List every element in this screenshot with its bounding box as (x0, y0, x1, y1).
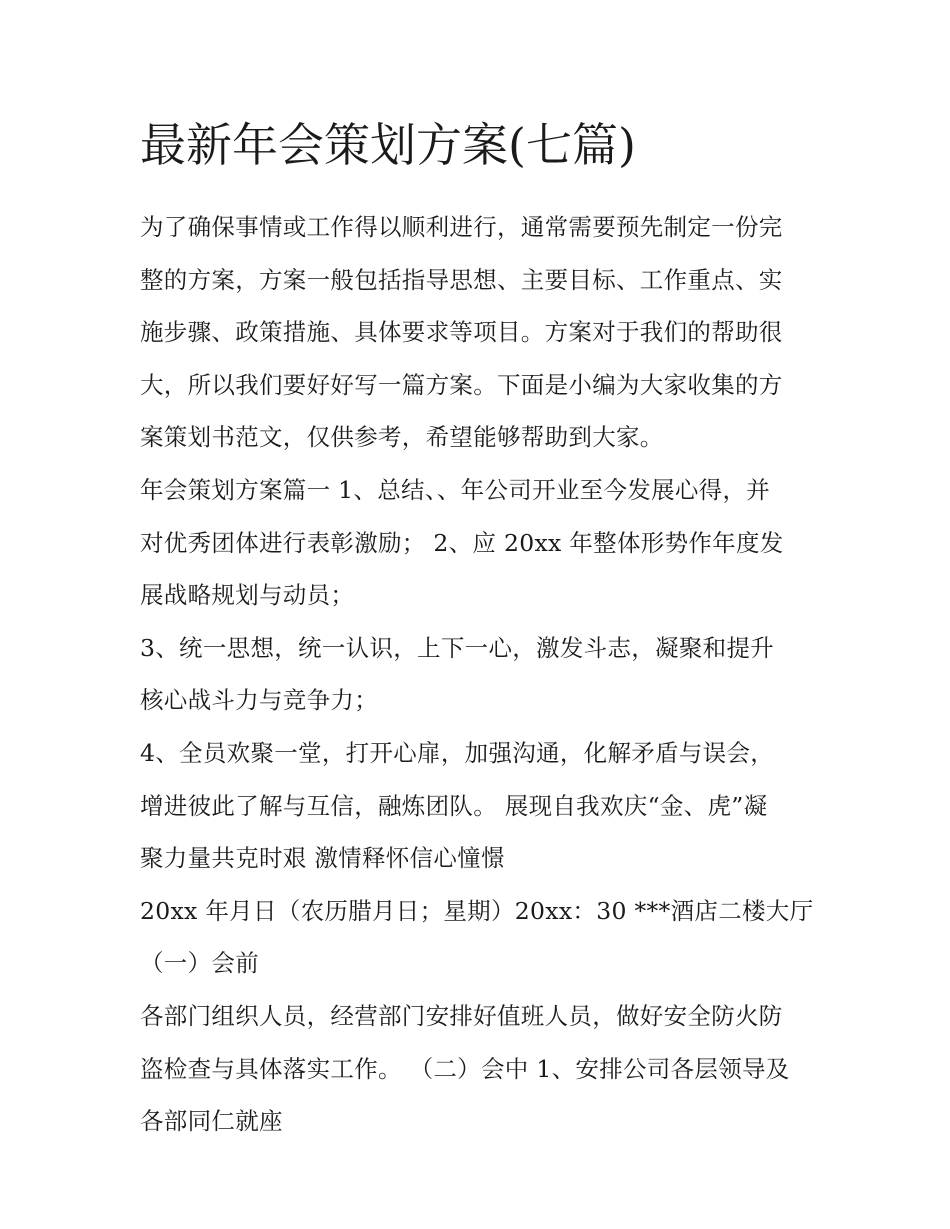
text-line-6: 年会策划方案篇一 1、总结、、年公司开业至今发展心得，并 (140, 475, 771, 504)
text-line-12: 增进彼此了解与互信，融炼团队。 展现自我欢庆“金、虎”凝 (140, 791, 768, 820)
text-line-8: 展战略规划与动员； (140, 581, 355, 610)
text-line-9: 3、统一思想，统一认识，上下一心，激发斗志，凝聚和提升 (140, 633, 775, 662)
text-line-11: 4、全员欢聚一堂，打开心扉，加强沟通，化解矛盾与误会， (140, 738, 775, 767)
document-title: 最新年会策划方案(七篇) (140, 118, 636, 172)
text-line-14: 20xx 年月日（农历腊月日；星期）20xx：30 ***酒店二楼大厅 (140, 896, 814, 925)
text-line-2: 整的方案，方案一般包括指导思想、主要目标、工作重点、实 (140, 265, 783, 294)
text-line-16: 各部门组织人员，经营部门安排好值班人员，做好安全防火防 (140, 1001, 783, 1030)
text-line-17: 盗检查与具体落实工作。 （二）会中 1、安排公司各层领导及 (140, 1054, 790, 1083)
text-line-13: 聚力量共克时艰 激情释怀信心憧憬 (140, 844, 505, 873)
text-line-10: 核心战斗力与竞争力； (140, 686, 378, 715)
text-line-1: 为了确保事情或工作得以顺利进行，通常需要预先制定一份完 (140, 213, 783, 241)
document-body (140, 201, 820, 1148)
text-line-4: 大，所以我们要好好写一篇方案。下面是小编为大家收集的方 (140, 370, 783, 399)
text-line-3: 施步骤、政策措施、具体要求等项目。方案对于我们的帮助很 (140, 318, 783, 347)
text-line-7: 对优秀团体进行表彰激励； 2、应 20xx 年整体形势作年度发 (140, 528, 784, 557)
text-line-18: 各部同仁就座 (140, 1107, 283, 1136)
text-line-15: （一）会前 (140, 949, 259, 978)
text-line-5: 案策划书范文，仅供参考，希望能够帮助到大家。 (140, 423, 664, 452)
